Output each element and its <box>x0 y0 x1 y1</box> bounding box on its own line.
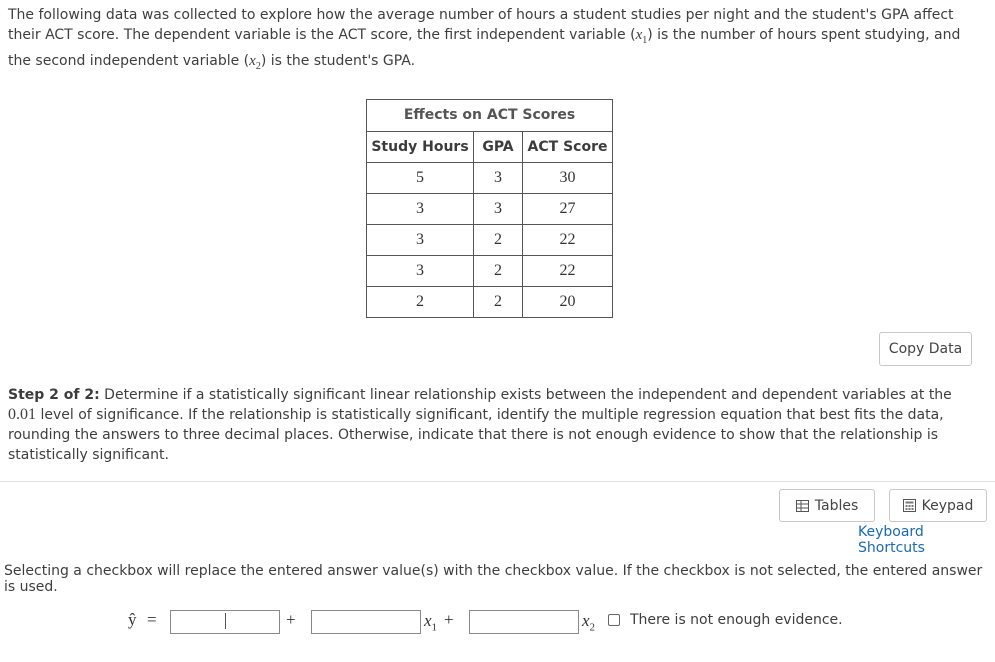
cell: 20 <box>523 287 613 318</box>
x2-coefficient-input[interactable] <box>469 610 579 634</box>
divider <box>0 481 995 482</box>
cell: 2 <box>474 256 523 287</box>
cell: 30 <box>523 163 613 194</box>
problem-intro: The following data was collected to explore how the average number of hours a student studies per night and the student's GPA affect their ACT score. The dependent variable is the ACT score, the first independent variable $(x_1)$ is the number of hours spent studying, and the second independent variable $(x_2)$ is the student's GPA. <box>8 7 961 72</box>
y-hat-symbol: ŷ <box>128 610 137 629</box>
table-row <box>367 287 613 318</box>
table-row <box>367 256 613 287</box>
cell: 3 <box>367 256 474 287</box>
cell: 2 <box>474 287 523 318</box>
table-icon <box>796 500 809 512</box>
x1-coefficient-input[interactable] <box>311 610 421 634</box>
cell: 22 <box>523 225 613 256</box>
cell: 5 <box>367 163 474 194</box>
x1-label: $x_1$ <box>424 611 438 634</box>
cell: 22 <box>523 256 613 287</box>
table-row <box>367 225 613 256</box>
header-gpa: GPA <box>474 132 523 163</box>
cell: 2 <box>474 225 523 256</box>
keypad-button[interactable] <box>889 489 987 522</box>
plus-sign-2: + <box>444 610 454 629</box>
table-caption: Effects on ACT Scores <box>366 99 613 131</box>
x1-var: $x_1$ <box>635 27 648 46</box>
data-table <box>366 99 613 318</box>
keyboard-shortcuts-link[interactable]: Keyboard Shortcuts <box>858 524 925 556</box>
equals-sign: = <box>147 610 157 629</box>
table-row <box>367 194 613 225</box>
cell: 2 <box>367 287 474 318</box>
x2-label: $x_2$ <box>582 611 596 634</box>
plus-sign-1: + <box>286 610 296 629</box>
cell: 3 <box>367 194 474 225</box>
header-study-hours: Study Hours <box>367 132 474 163</box>
table-header-row <box>367 132 613 163</box>
tables-label: Tables <box>814 497 859 514</box>
checkbox-note: Selecting a checkbox will replace the entered answer value(s) with the checkbox value. If the checkbox is not selected, the entered answer is used. <box>4 563 983 595</box>
step-instructions: Step 2 of 2: Determine if a statistically significant linear relationship exists between the independent and dependent variables at the 0.01 level of significance. If the relationship is statistically significant, identify the multiple regression equation that best fits the data, rounding the answers to three decimal places. Otherwise, indicate that there is not enough evidence to show that the relationship is statistically significant. <box>8 387 952 463</box>
text-cursor <box>225 613 226 629</box>
cell: 3 <box>367 225 474 256</box>
x2-var: $x_2$ <box>249 53 261 72</box>
checkbox-label: There is not enough evidence. <box>630 612 843 628</box>
keypad-label: Keypad <box>921 497 974 514</box>
cell: 3 <box>474 163 523 194</box>
keypad-icon <box>903 499 916 512</box>
cell: 3 <box>474 194 523 225</box>
tables-button[interactable] <box>779 489 875 522</box>
cell: 27 <box>523 194 613 225</box>
not-enough-evidence-checkbox[interactable] <box>608 614 620 626</box>
copy-data-button[interactable]: Copy Data <box>879 332 972 366</box>
header-act-score: ACT Score <box>523 132 613 163</box>
table-row <box>367 163 613 194</box>
